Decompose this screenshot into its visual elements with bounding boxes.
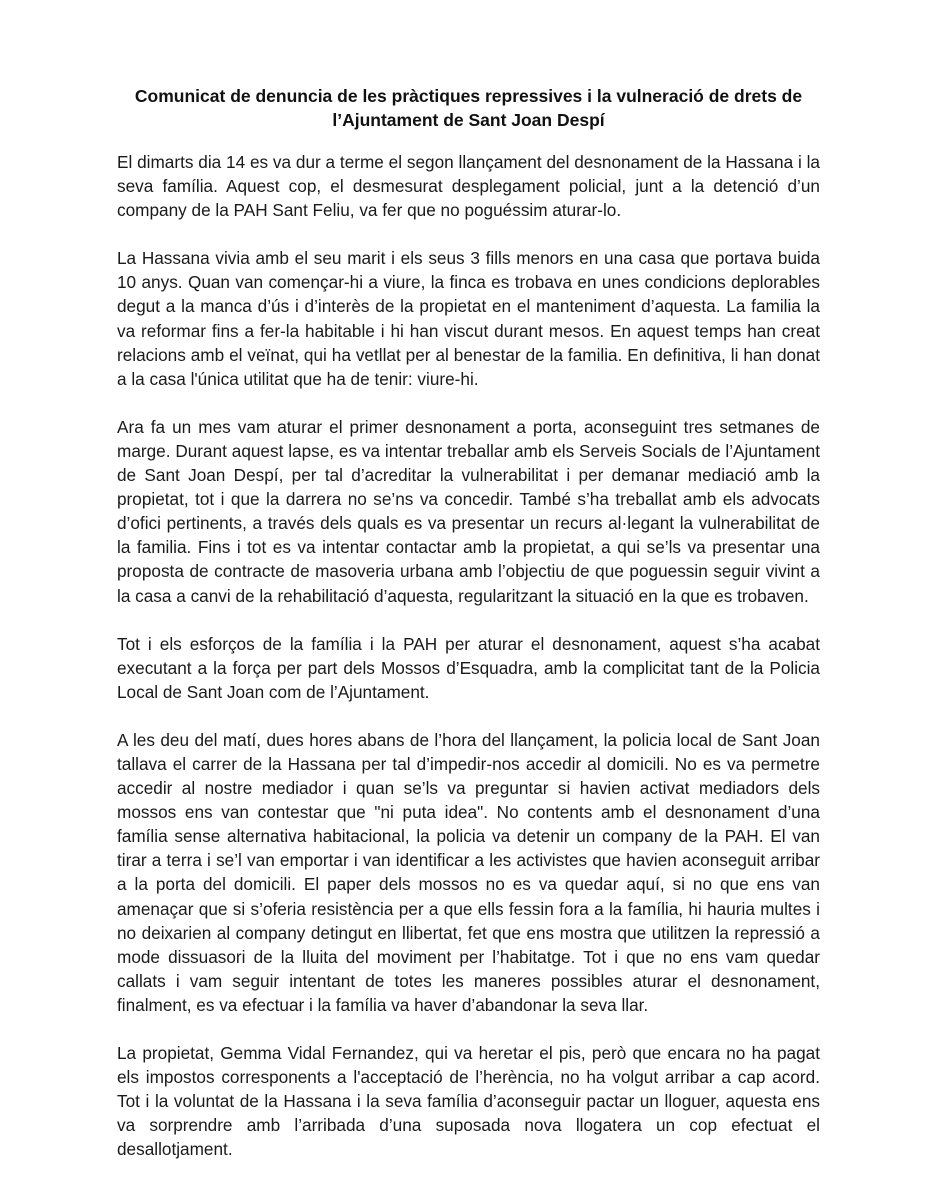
document-body <box>117 150 820 1185</box>
document-title <box>110 84 827 132</box>
title-line-2: l’Ajuntament de Sant Joan Despí <box>332 110 605 130</box>
paragraph-5: A les deu del matí, dues hores abans de l’hora del llançament, la policia local de Sant Joan tallava el carrer de la Hassana per tal d’impedir-nos accedir al domicili. No es va permetre accedir al nostre mediador i quan se’ls va preguntar si havien activat mediadors dels mossos ens van contestar que "ni puta idea". No contents amb el desnonament d’una família sense alternativa habitacional, la policia va detenir un company de la PAH. El van tirar a terra i se’l van emportar i van identificar a les activistes que havien aconseguit arribar a la porta del domicili. El paper dels mossos no es va quedar aquí, si no que ens van amenaçar que si s’oferia resistència per a que ells fessin fora a la família, hi hauria multes i no deixarien al company detingut en llibertat, fet que ens mostra que utilitzen la repressió a mode dissuasori de la lluita del moviment per l’habitatge. Tot i que no ens vam quedar callats i vam seguir intentant de totes les maneres possibles aturar el desnonament, finalment, es va efectuar i la família va haver d’abandonar la seva llar. <box>117 729 820 1015</box>
paragraph-2: La Hassana vivia amb el seu marit i els seus 3 fills menors en una casa que portava buida 10 anys. Quan van començar-hi a viure, la finca es trobava en unes condicions deplorables degut a la manca d’ús i d’interès de la propietat en el manteniment d’aquesta. La familia la va reformar fins a fer-la habitable i hi han viscut durant mesos. En aquest temps han creat relacions amb el veïnat, qui ha vetllat per al benestar de la familia. En definitiva, li han donat a la casa l'única utilitat que ha de tenir: viure-hi. <box>117 248 820 389</box>
paragraph-4: Tot i els esforços de la família i la PAH per aturar el desnonament, aquest s’ha acabat executant a la força per part dels Mossos d’Esquadra, amb la complicitat tant de la Policia Local de Sant Joan com de l’Ajuntament. <box>117 633 820 702</box>
paragraph-1: El dimarts dia 14 es va dur a terme el segon llançament del desnonament de la Hassana i la seva família. Aquest cop, el desmesurat desplegament policial, junt a la detenció d’un company de la PAH Sant Feliu, va fer que no poguéssim aturar-lo. <box>117 152 820 221</box>
title-line-1: Comunicat de denuncia de les pràctiques repressives i la vulneració de drets de <box>134 86 803 106</box>
paragraph-6: La propietat, Gemma Vidal Fernandez, qui va heretar el pis, però que encara no ha pagat els impostos corresponents a l'acceptació de l’herència, no ha volgut arribar a cap acord. Tot i la voluntat de la Hassana i la seva família d’aconseguir pactar un lloguer, aquesta ens va sorprendre amb l’arribada d’una suposada nova llogatera un cop efectuat el desallotjament. <box>117 1043 820 1160</box>
paragraph-3: Ara fa un mes vam aturar el primer desnonament a porta, aconseguint tres setmanes de marge. Durant aquest lapse, es va intentar treballar amb els Serveis Socials de l’Ajuntament de Sant Joan Despí, per tal d’acreditar la vulnerabilitat i per demanar mediació amb la propietat, tot i que la darrera no se’ns va concedir. També s’ha treballat amb els advocats d’ofici pertinents, a través dels quals es va presentar un recurs al·legant la vulnerabilitat de la familia. Fins i tot es va intentar contactar amb la propietat, a qui se’ls va presentar una proposta de contracte de masoveria urbana amb l’objectiu de que poguessin seguir vivint a la casa a canvi de la rehabilitació d’aquesta, regularitzant la situació en la que es trobaven. <box>117 416 820 606</box>
